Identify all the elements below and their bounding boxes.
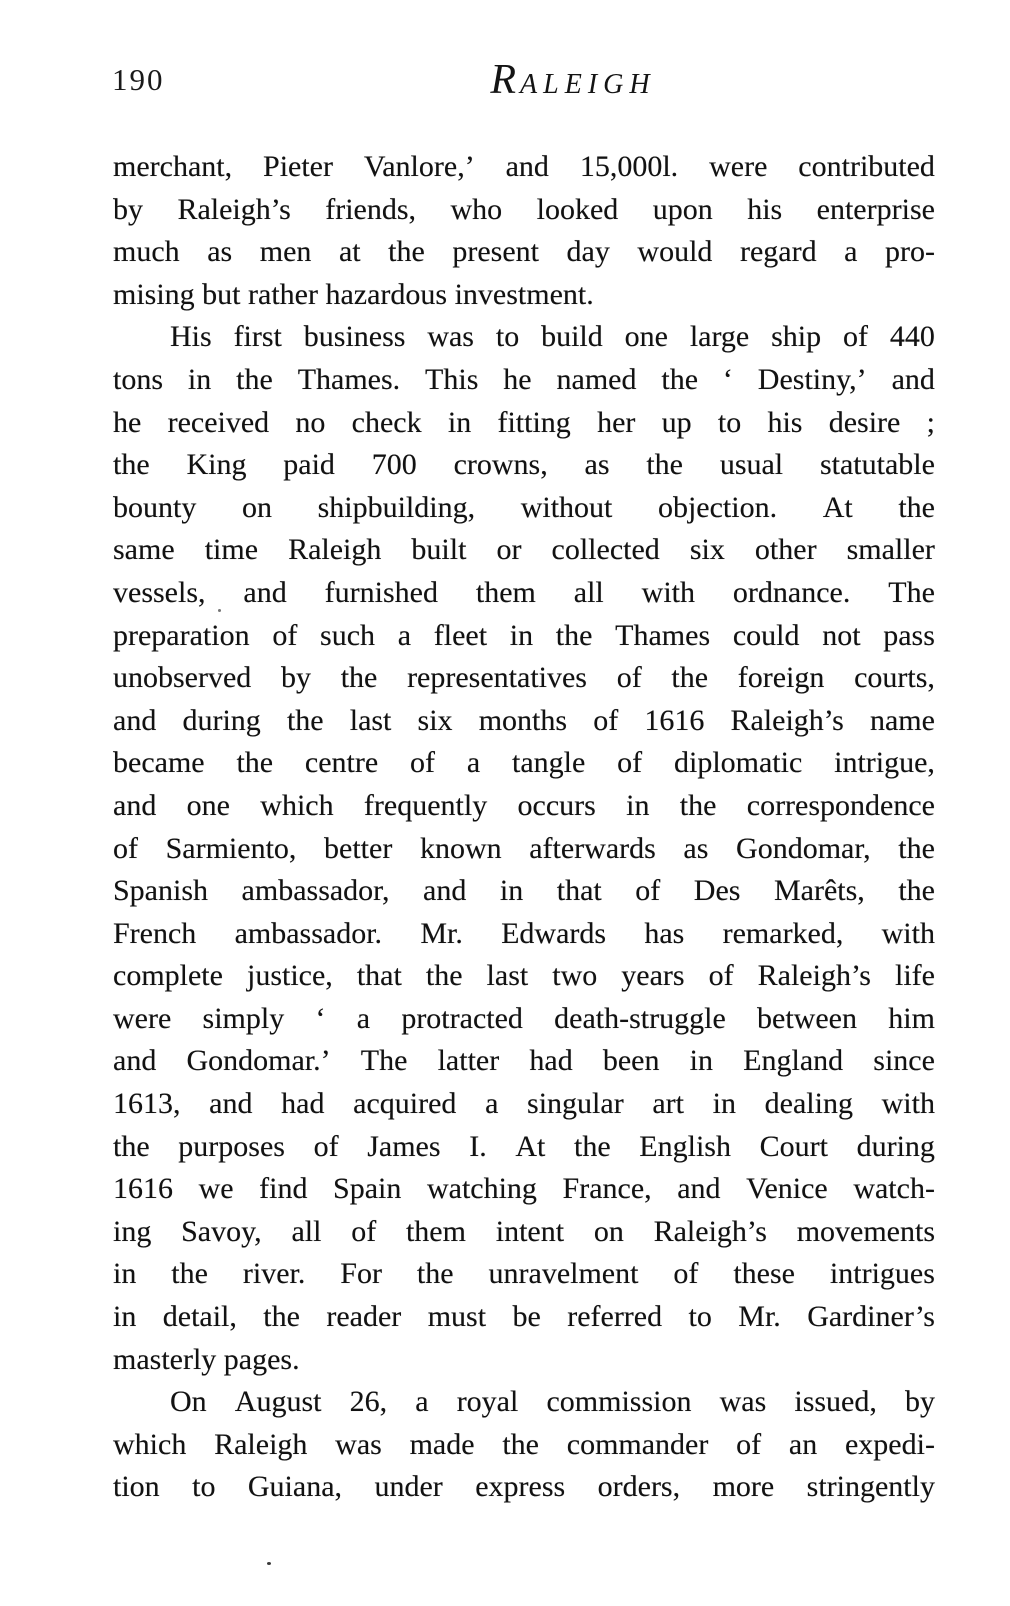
scan-artifact-dot [267, 1562, 271, 1565]
text-line: tons in the Thames. This he named the ‘ Destiny,’ and [113, 362, 935, 396]
scan-artifact-dot [218, 609, 221, 612]
text-line: much as men at the present day would regard a pro- [113, 235, 935, 269]
text-line: bounty on shipbuilding, without objection. At the [113, 490, 935, 524]
text-line: 1616 we find Spain watching France, and Venice watch- [113, 1172, 935, 1206]
text-line: French ambassador. Mr. Edwards has remarked, with [113, 916, 935, 950]
text-line: On August 26, a royal commission was issued, by [170, 1385, 935, 1419]
text-line: by Raleigh’s friends, who looked upon his enterprise [113, 192, 935, 226]
text-line: 1613, and had acquired a singular art in dealing with [113, 1087, 935, 1121]
text-line: tion to Guiana, under express orders, more stringently [113, 1470, 935, 1504]
text-line: mising but rather hazardous investment. [113, 277, 594, 311]
text-line: and during the last six months of 1616 Raleigh’s name [113, 703, 935, 737]
text-line: unobserved by the representatives of the foreign courts, [113, 661, 935, 695]
page-number: 190 [112, 62, 165, 97]
text-line: were simply ‘ a protracted death-struggle between him [113, 1001, 935, 1035]
running-title [0, 56, 1010, 104]
text-line: vessels, and furnished them all with ordnance. The [113, 575, 935, 609]
text-line: and one which frequently occurs in the correspondence [113, 788, 935, 822]
text-line: which Raleigh was made the commander of an expedi- [113, 1427, 935, 1461]
text-line: preparation of such a fleet in the Thames could not pass [113, 618, 935, 652]
text-line: he received no check in fitting her up to his desire ; [113, 405, 935, 439]
text-line: in the river. For the unravelment of these intrigues [113, 1257, 935, 1291]
text-line: the King paid 700 crowns, as the usual statutable [113, 448, 935, 482]
text-line: in detail, the reader must be referred to Mr. Gardiner’s [113, 1300, 935, 1334]
text-line: the purposes of James I. At the English Court during [113, 1129, 935, 1163]
text-line: of Sarmiento, better known afterwards as Gondomar, the [113, 831, 935, 865]
running-title-text [490, 57, 656, 103]
running-title-initial: R [490, 57, 521, 103]
text-line: and Gondomar.’ The latter had been in England since [113, 1044, 935, 1078]
text-line: ing Savoy, all of them intent on Raleigh’s movements [113, 1214, 935, 1248]
running-title-rest: ALEIGH [520, 69, 656, 100]
text-line: became the centre of a tangle of diplomatic intrigue, [113, 746, 935, 780]
text-line: same time Raleigh built or collected six other smaller [113, 533, 935, 567]
text-line: complete justice, that the last two years of Raleigh’s life [113, 959, 935, 993]
text-line: His first business was to build one large ship of 440 [170, 320, 935, 354]
text-line: masterly pages. [113, 1342, 300, 1376]
text-block [113, 146, 935, 1509]
text-line: merchant, Pieter Vanlore,’ and 15,000l. were contributed [113, 150, 935, 183]
text-line: Spanish ambassador, and in that of Des Marêts, the [113, 874, 935, 908]
